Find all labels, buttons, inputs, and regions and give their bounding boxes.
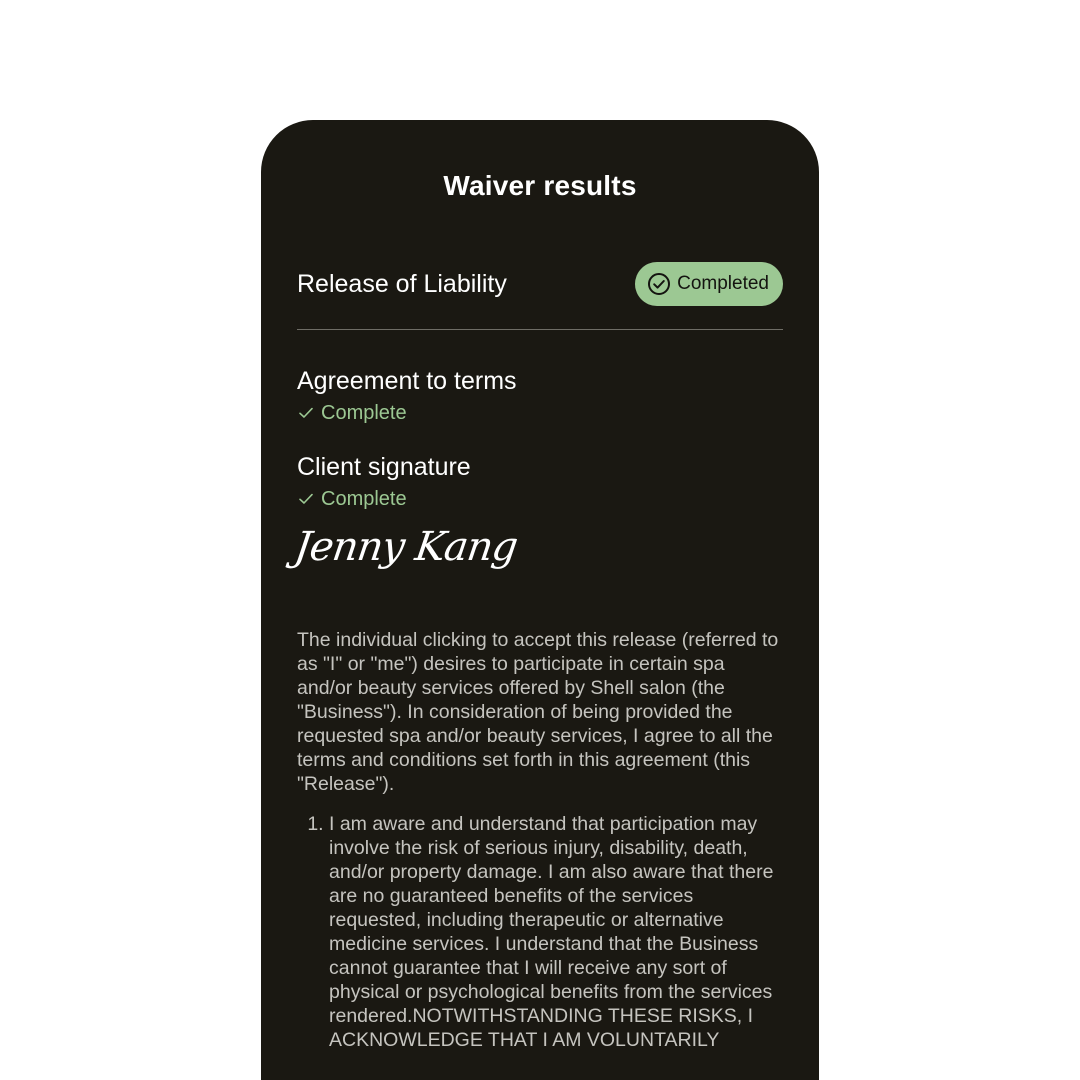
check-icon <box>297 493 313 505</box>
item-status <box>297 486 783 512</box>
release-intro: The individual clicking to accept this release (referred to as "I" or "me") desires to participate in certain spa and/or beauty services offered by Shell salon (the "Business"). In consideration of being provided the requested spa and/or beauty services, I agree to all the terms and conditions set forth in this agreement (this "Release"). <box>297 629 779 795</box>
item-client-signature <box>297 452 783 512</box>
check-icon <box>297 407 313 419</box>
item-status-label: Complete <box>321 402 407 424</box>
release-clauses <box>297 812 783 1052</box>
status-badge-label: Completed <box>677 273 769 294</box>
item-label: Agreement to terms <box>297 367 517 395</box>
item-status-label: Complete <box>321 488 407 510</box>
status-badge <box>635 262 783 306</box>
check-circle-icon <box>647 272 671 296</box>
waiver-name: Release of Liability <box>297 269 507 298</box>
waiver-results-card <box>261 120 819 1080</box>
release-text <box>297 628 783 1052</box>
release-clause: 1. I am aware and understand that participation may involve the risk of serious injury, disability, death, and/or property damage. I am also aware that there are no guaranteed benefits of the services requested, including therapeutic or alternative medicine services. I understand that the Business cannot guarantee that I will receive any sort of physical or psychological benefits from the services rendered.NOTWITHSTANDING THESE RISKS, I ACKNOWLEDGE THAT I AM VOLUNTARILY <box>329 812 783 1052</box>
item-status <box>297 400 783 426</box>
page-title: Waiver results <box>443 170 637 201</box>
item-label: Client signature <box>297 453 471 481</box>
divider <box>297 329 783 330</box>
waiver-header <box>297 262 783 306</box>
client-signature: Jenny Kang <box>291 524 520 570</box>
item-agreement-to-terms <box>297 366 783 426</box>
